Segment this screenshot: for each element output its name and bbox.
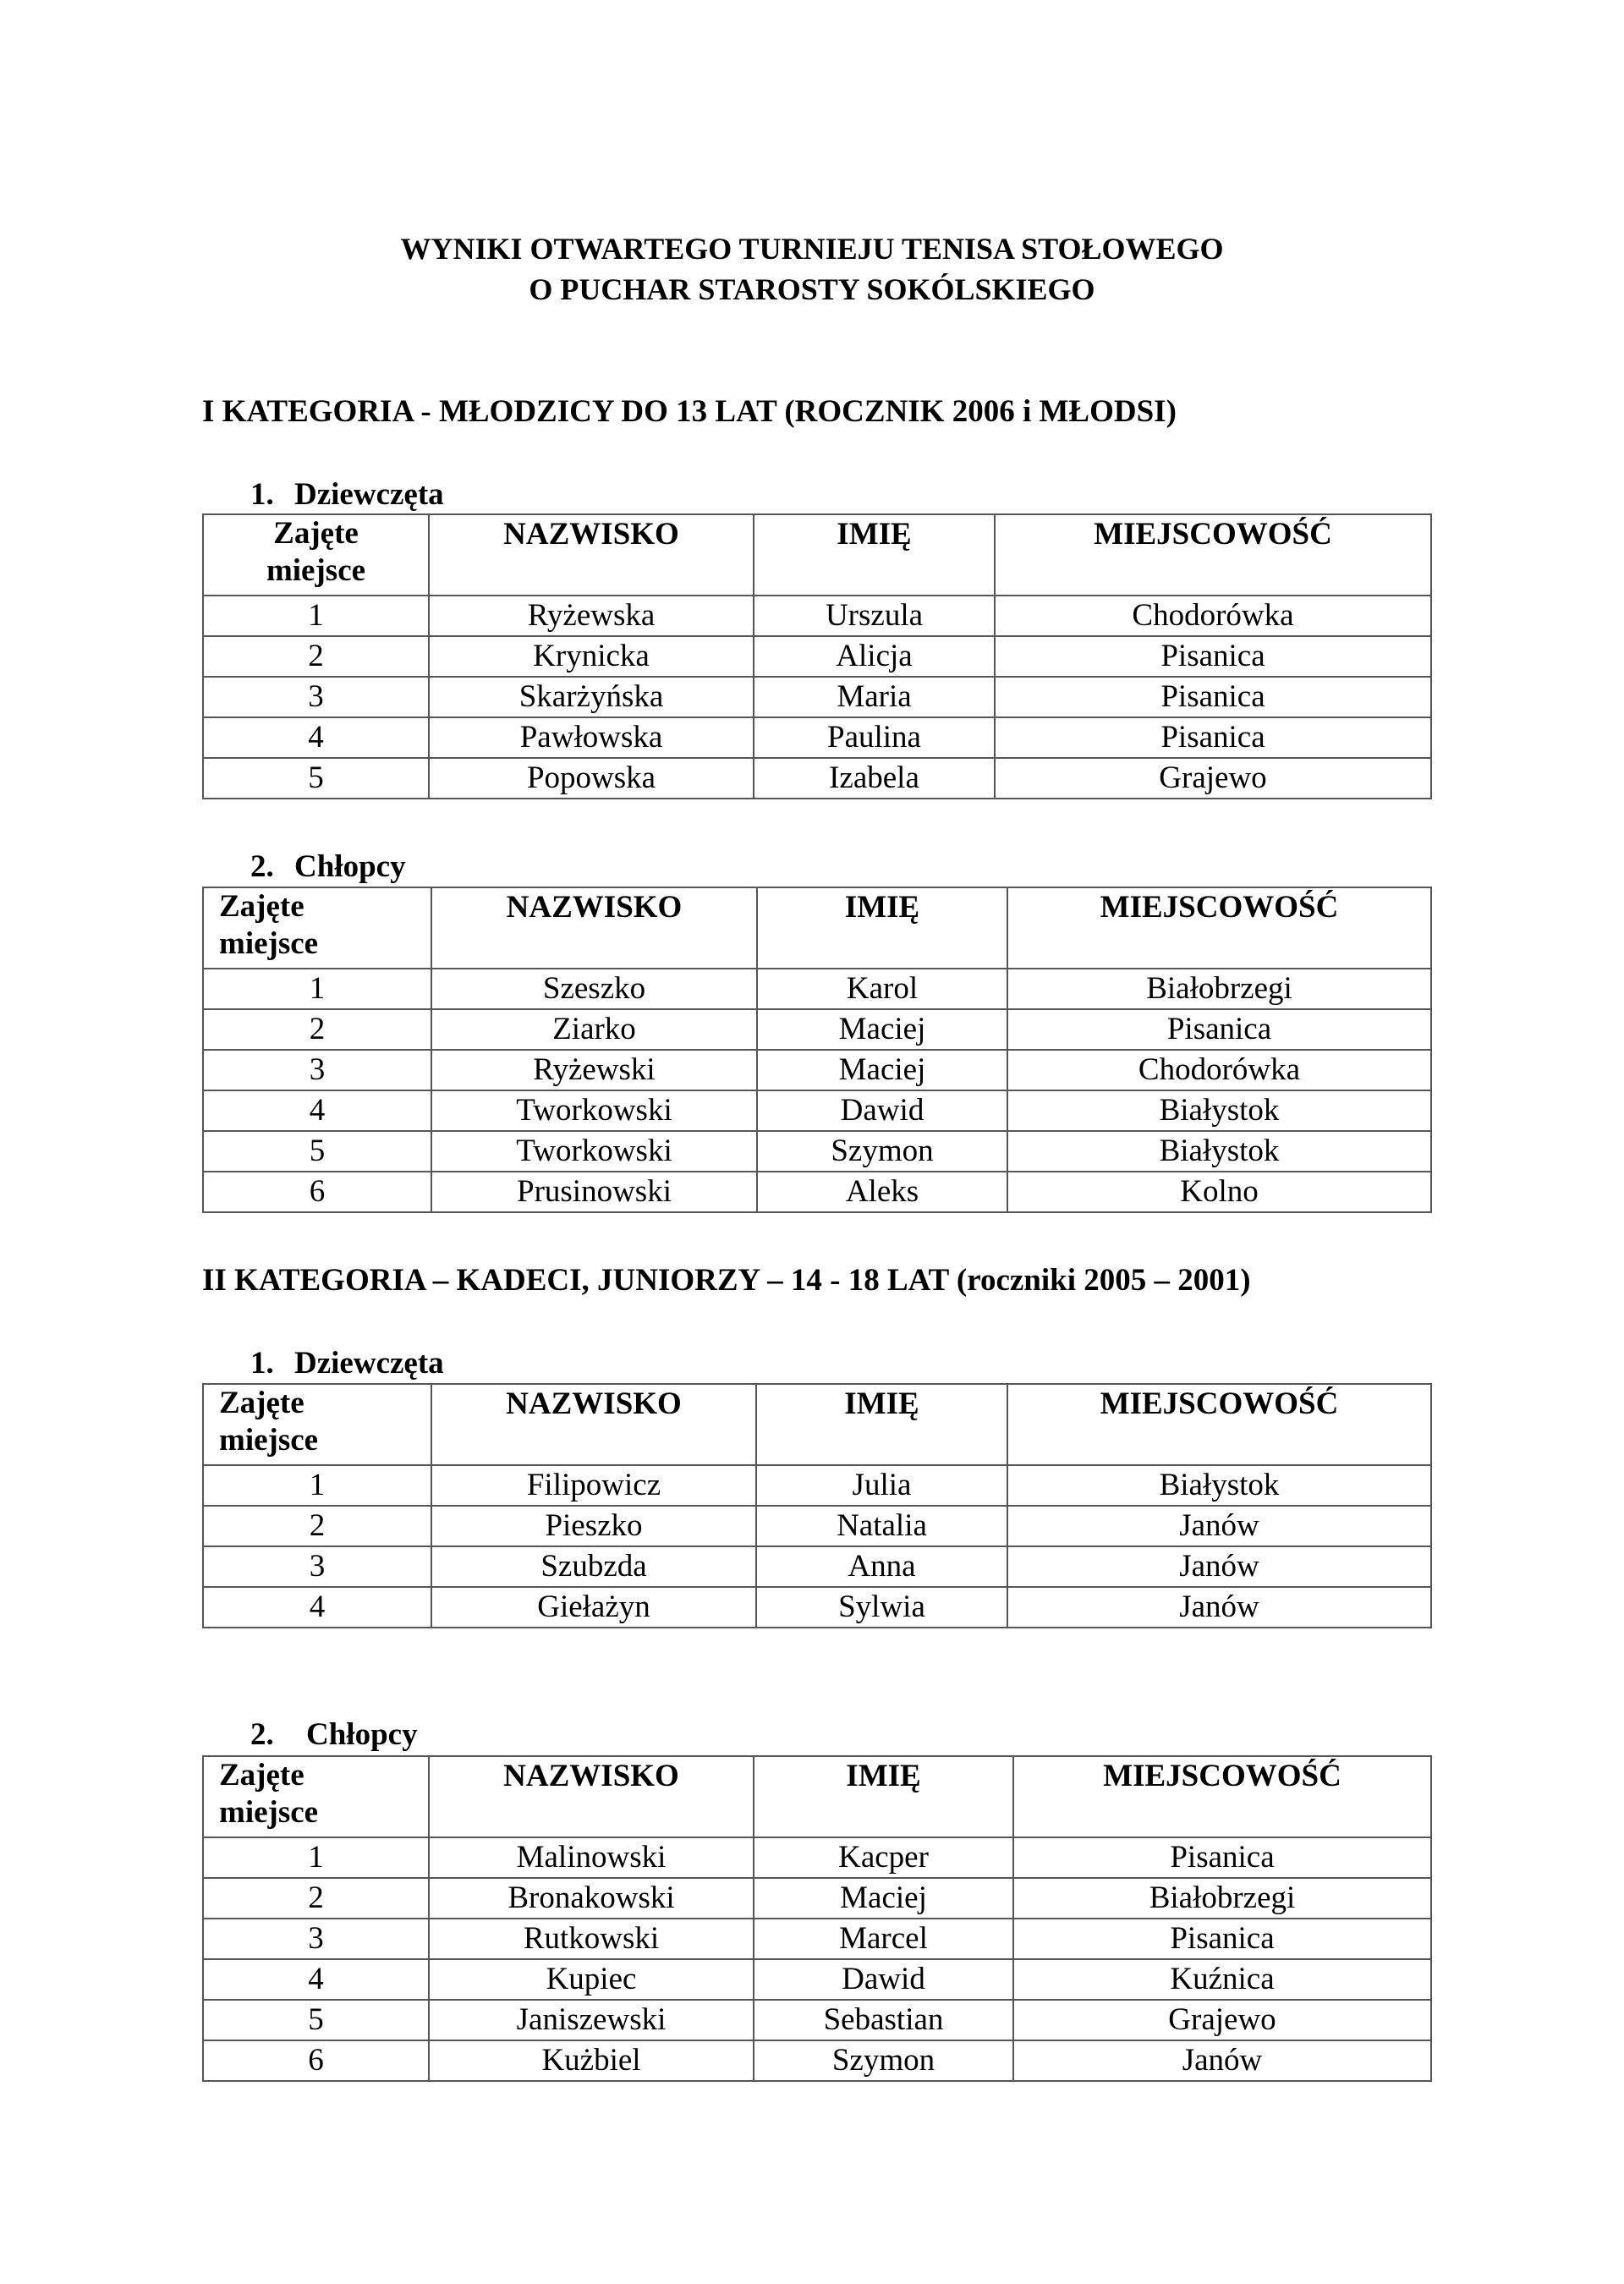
cell-place: 3 xyxy=(203,1050,431,1090)
category-2-girls-label xyxy=(250,1347,444,1381)
cell-place: 2 xyxy=(203,1506,431,1546)
group-number: 1. xyxy=(250,477,274,512)
cell-place: 1 xyxy=(203,969,431,1009)
header-place: Zajęte miejsce xyxy=(203,1756,429,1837)
header-surname: NAZWISKO xyxy=(431,1384,756,1465)
cell-name: Marcel xyxy=(754,1919,1013,1959)
table-row xyxy=(203,1587,1431,1628)
table-row xyxy=(203,677,1431,717)
header-town: MIEJSCOWOŚĆ xyxy=(1013,1756,1431,1837)
cell-town: Grajewo xyxy=(995,758,1431,799)
header-surname: NAZWISKO xyxy=(431,887,757,969)
table-row xyxy=(203,1919,1431,1959)
cell-name: Dawid xyxy=(757,1090,1007,1131)
cell-town: Janów xyxy=(1007,1506,1431,1546)
cell-town: Janów xyxy=(1013,2040,1431,2081)
cell-name: Paulina xyxy=(754,717,995,758)
cell-name: Julia xyxy=(756,1465,1007,1506)
cell-town: Pisanica xyxy=(995,717,1431,758)
table-row xyxy=(203,596,1431,636)
cell-place: 5 xyxy=(203,2000,429,2040)
cell-name: Szymon xyxy=(754,2040,1013,2081)
cell-town: Pisanica xyxy=(1013,1837,1431,1878)
cell-name: Kacper xyxy=(754,1837,1013,1878)
cell-surname: Krynicka xyxy=(429,636,754,677)
header-town: MIEJSCOWOŚĆ xyxy=(1007,1384,1431,1465)
cell-place: 6 xyxy=(203,1172,431,1212)
table-row xyxy=(203,1837,1431,1878)
table-row xyxy=(203,1959,1431,2000)
table-header-row xyxy=(203,1756,1431,1837)
cell-town: Kuźnica xyxy=(1013,1959,1431,2000)
table-row xyxy=(203,717,1431,758)
cell-surname: Pieszko xyxy=(431,1506,756,1546)
table-row xyxy=(203,1172,1431,1212)
category-1-girls-table xyxy=(202,513,1432,799)
cell-surname: Ryżewski xyxy=(431,1050,757,1090)
cell-name: Natalia xyxy=(756,1506,1007,1546)
table-header-row xyxy=(203,887,1431,969)
cell-town: Grajewo xyxy=(1013,2000,1431,2040)
cell-place: 5 xyxy=(203,1131,431,1172)
table-row xyxy=(203,1465,1431,1506)
cell-name: Szymon xyxy=(757,1131,1007,1172)
cell-surname: Giełażyn xyxy=(431,1587,756,1628)
cell-place: 1 xyxy=(203,1465,431,1506)
cell-place: 4 xyxy=(203,1090,431,1131)
header-place: Zajęte miejsce xyxy=(203,1384,431,1465)
cell-name: Anna xyxy=(756,1546,1007,1587)
cell-surname: Ziarko xyxy=(431,1009,757,1050)
cell-place: 3 xyxy=(203,1546,431,1587)
cell-place: 4 xyxy=(203,717,429,758)
cell-town: Białobrzegi xyxy=(1007,969,1431,1009)
cell-surname: Rutkowski xyxy=(429,1919,754,1959)
cell-name: Urszula xyxy=(754,596,995,636)
table-row xyxy=(203,1050,1431,1090)
header-place: Zajęte miejsce xyxy=(203,887,431,969)
cell-town: Białystok xyxy=(1007,1465,1431,1506)
cell-place: 1 xyxy=(203,1837,429,1878)
group-label: Dziewczęta xyxy=(294,477,444,512)
cell-name: Karol xyxy=(757,969,1007,1009)
title-line-2: O PUCHAR STAROSTY SOKÓLSKIEGO xyxy=(529,272,1095,306)
cell-town: Pisanica xyxy=(1013,1919,1431,1959)
table-row xyxy=(203,1090,1431,1131)
header-name: IMIĘ xyxy=(757,887,1007,969)
header-town: MIEJSCOWOŚĆ xyxy=(1007,887,1431,969)
cell-surname: Popowska xyxy=(429,758,754,799)
cell-surname: Janiszewski xyxy=(429,2000,754,2040)
category-2-boys-label xyxy=(250,1718,418,1752)
table-row xyxy=(203,1878,1431,1919)
table-row xyxy=(203,636,1431,677)
category-1-boys-label xyxy=(250,850,406,884)
cell-place: 2 xyxy=(203,636,429,677)
cell-surname: Skarżyńska xyxy=(429,677,754,717)
group-label: Dziewczęta xyxy=(294,1346,444,1381)
cell-surname: Szeszko xyxy=(431,969,757,1009)
header-town: MIEJSCOWOŚĆ xyxy=(995,514,1431,596)
cell-town: Białystok xyxy=(1007,1131,1431,1172)
group-number: 1. xyxy=(250,1346,274,1381)
group-label: Chłopcy xyxy=(294,849,406,884)
cell-town: Janów xyxy=(1007,1546,1431,1587)
table-row xyxy=(203,1506,1431,1546)
cell-name: Dawid xyxy=(754,1959,1013,2000)
cell-place: 3 xyxy=(203,677,429,717)
header-surname: NAZWISKO xyxy=(429,1756,754,1837)
header-place: Zajęte miejsce xyxy=(203,514,429,596)
group-number: 2. xyxy=(250,849,274,884)
cell-surname: Szubzda xyxy=(431,1546,756,1587)
table-row xyxy=(203,969,1431,1009)
cell-town: Pisanica xyxy=(995,677,1431,717)
cell-place: 4 xyxy=(203,1959,429,2000)
header-name: IMIĘ xyxy=(756,1384,1007,1465)
category-2-boys-table xyxy=(202,1755,1432,2082)
cell-surname: Kużbiel xyxy=(429,2040,754,2081)
cell-surname: Pawłowska xyxy=(429,717,754,758)
table-row xyxy=(203,2040,1431,2081)
cell-name: Alicja xyxy=(754,636,995,677)
table-row xyxy=(203,758,1431,799)
group-number: 2. xyxy=(250,1717,274,1752)
cell-surname: Malinowski xyxy=(429,1837,754,1878)
table-header-row xyxy=(203,1384,1431,1465)
group-label: Chłopcy xyxy=(306,1717,418,1752)
cell-surname: Ryżewska xyxy=(429,596,754,636)
table-row xyxy=(203,1009,1431,1050)
cell-name: Sylwia xyxy=(756,1587,1007,1628)
cell-town: Białystok xyxy=(1007,1090,1431,1131)
table-row xyxy=(203,2000,1431,2040)
category-2-heading: II KATEGORIA – KADECI, JUNIORZY – 14 - 18 LAT (roczniki 2005 – 2001) xyxy=(202,1263,1251,1298)
cell-place: 1 xyxy=(203,596,429,636)
cell-name: Sebastian xyxy=(754,2000,1013,2040)
cell-town: Pisanica xyxy=(1007,1009,1431,1050)
cell-surname: Prusinowski xyxy=(431,1172,757,1212)
cell-place: 4 xyxy=(203,1587,431,1628)
cell-place: 5 xyxy=(203,758,429,799)
cell-surname: Kupiec xyxy=(429,1959,754,2000)
cell-name: Maciej xyxy=(757,1009,1007,1050)
category-1-boys-table xyxy=(202,887,1432,1213)
cell-town: Chodorówka xyxy=(995,596,1431,636)
cell-town: Kolno xyxy=(1007,1172,1431,1212)
table-row xyxy=(203,1131,1431,1172)
cell-place: 6 xyxy=(203,2040,429,2081)
category-1-heading: I KATEGORIA - MŁODZICY DO 13 LAT (ROCZNIK 2006 i MŁODSI) xyxy=(202,394,1177,429)
cell-town: Białobrzegi xyxy=(1013,1878,1431,1919)
cell-surname: Bronakowski xyxy=(429,1878,754,1919)
cell-surname: Filipowicz xyxy=(431,1465,756,1506)
cell-surname: Tworkowski xyxy=(431,1131,757,1172)
cell-name: Maciej xyxy=(754,1878,1013,1919)
cell-place: 2 xyxy=(203,1009,431,1050)
header-name: IMIĘ xyxy=(754,514,995,596)
cell-name: Maria xyxy=(754,677,995,717)
cell-town: Janów xyxy=(1007,1587,1431,1628)
cell-surname: Tworkowski xyxy=(431,1090,757,1131)
cell-name: Aleks xyxy=(757,1172,1007,1212)
cell-name: Maciej xyxy=(757,1050,1007,1090)
category-1-girls-label xyxy=(250,478,444,512)
cell-name: Izabela xyxy=(754,758,995,799)
header-surname: NAZWISKO xyxy=(429,514,754,596)
category-2-girls-table xyxy=(202,1383,1432,1628)
table-header-row xyxy=(203,514,1431,596)
header-name: IMIĘ xyxy=(754,1756,1013,1837)
document-title xyxy=(0,228,1624,310)
cell-town: Chodorówka xyxy=(1007,1050,1431,1090)
cell-town: Pisanica xyxy=(995,636,1431,677)
cell-place: 3 xyxy=(203,1919,429,1959)
title-line-1: WYNIKI OTWARTEGO TURNIEJU TENISA STOŁOWEGO xyxy=(400,232,1224,266)
table-row xyxy=(203,1546,1431,1587)
cell-place: 2 xyxy=(203,1878,429,1919)
